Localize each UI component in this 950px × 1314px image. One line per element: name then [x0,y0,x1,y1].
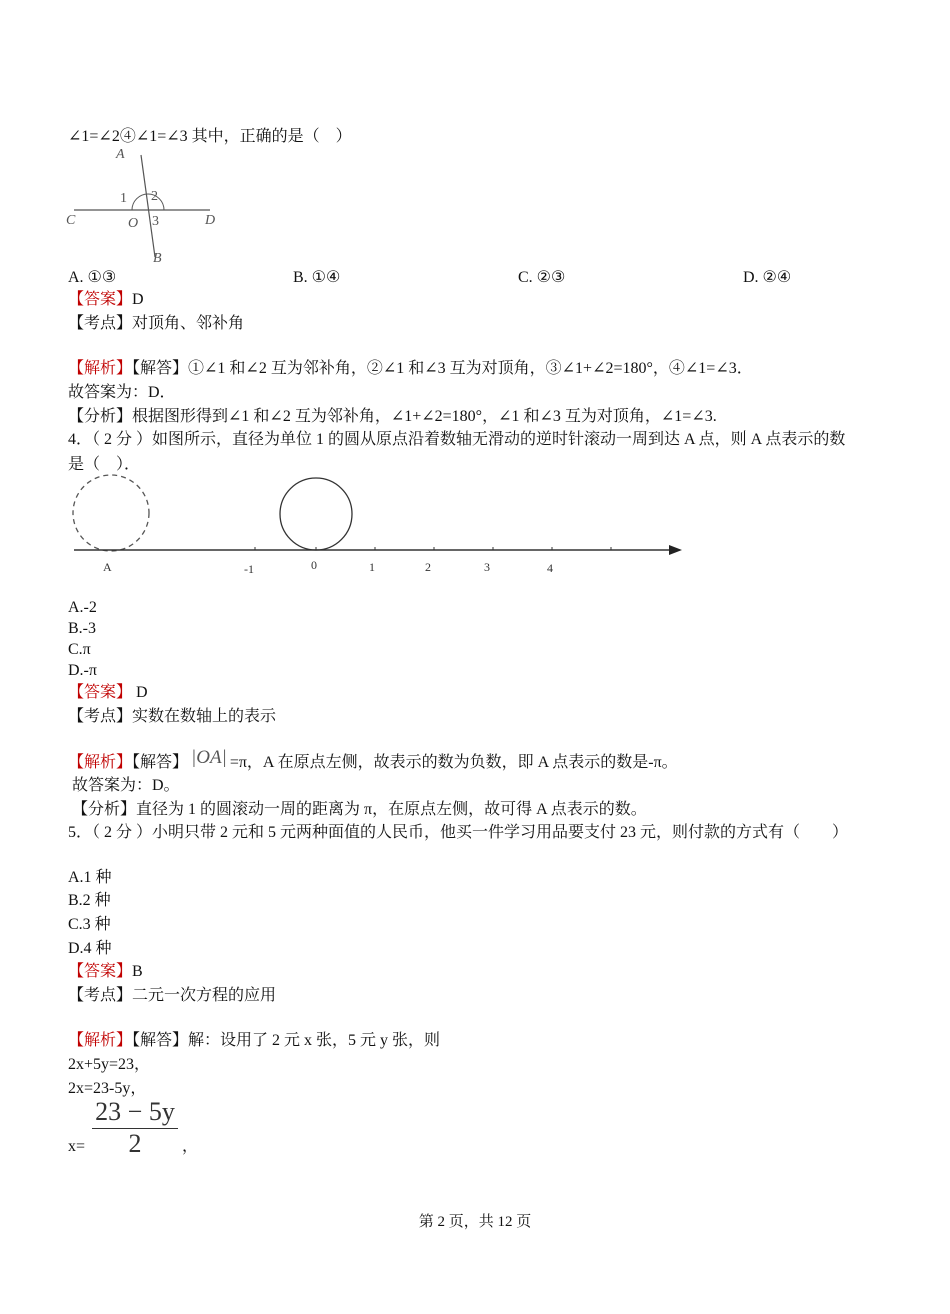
q5-eq3-tail: ， [182,1138,199,1155]
q3-answer: D [132,291,144,308]
kp-tag: 【考点】 [68,708,133,725]
q5-option-a: A.1 种 [68,869,112,886]
q3-figure [62,145,232,267]
q5-stem: 5．（ 2 分 ）小明只带 2 元和 5 元两种面值的人民币，他买一件学习用品要支付 23 元，则付款的方式有（ ） [68,824,849,841]
axis-arrow [669,545,682,555]
q3-fenxi: 【分析】根据图形得到∠1 和∠2 互为邻补角，∠1+∠2=180°，∠1 和∠3 互为对顶角，∠1=∠3. [68,408,717,425]
axis-label-m1: -1 [244,562,254,576]
q4-option-d: D.-π [68,662,97,679]
axis-label-1: 1 [369,560,375,574]
q3-conclusion: 故答案为：D． [68,384,176,401]
solid-circle [280,478,352,550]
analysis-tag: 【解析】 [68,360,133,377]
q4-option-b: B.-3 [68,620,96,637]
q5-eq3-lhs: x= [68,1138,86,1155]
label-B: B [153,251,162,266]
q3-analysis: 【解答】①∠1 和∠2 互为邻补角，②∠1 和∠3 互为对顶角，③∠1+∠2=180°，④∠1=∠3． [132,360,753,377]
q5-answer: B [132,963,143,980]
answer-tag: 【答案】 [68,291,133,308]
analysis-tag: 【解析】 [68,1032,133,1049]
label-3: 3 [152,214,159,229]
fraction-numerator: 23 − 5y [95,1097,175,1126]
page-footer: 第 2 页，共 12 页 [418,1214,532,1230]
q5-answer-line [68,962,143,982]
q4-fenxi: 【分析】直径为 1 的圆滚动一周的距离为 π，在原点左侧，故可得 A 点表示的数。 [72,801,647,818]
q3-kp-line [68,314,244,334]
oa-abs: |OA| [191,747,227,768]
q3-option-d: D. ②④ [743,269,792,286]
axis-label-2: 2 [425,560,431,574]
q4-kp: 实数在数轴上的表示 [132,708,277,725]
q5-analysis: 【解答】解：设用了 2 元 x 张，5 元 y 张，则 [132,1032,441,1049]
q5-eq1: 2x+5y=23， [68,1056,151,1073]
answer-tag: 【答案】 [68,963,133,980]
fraction-denominator: 2 [128,1129,142,1158]
line-ab [141,155,155,257]
q3-option-a: A. ①③ [68,269,117,286]
q4-analysis-line [68,747,678,773]
q4-analysis-post: =π，A 在原点左侧，故表示的数为负数，即 A 点表示的数是-π。 [229,754,678,771]
q3-stem-tail: ∠1=∠2④∠1=∠3 其中，正确的是（ ） [68,128,352,145]
q4-option-a: A.-2 [68,599,97,616]
q3-answer-line [68,290,144,310]
q4-analysis-pre: 【解答】 [132,754,189,771]
dashed-circle [73,475,149,551]
label-2: 2 [151,189,158,204]
q3-kp: 对顶角、邻补角 [132,315,245,332]
label-1: 1 [120,191,127,206]
q5-option-b: B.2 种 [68,892,111,909]
q3-option-b: B. ①④ [293,269,341,286]
q4-answer-line [68,683,148,703]
label-O: O [128,216,139,231]
label-D: D [205,213,216,228]
q5-kp: 二元一次方程的应用 [132,987,277,1004]
q4-kp-line [68,707,276,727]
q4-stem-line1: 4．（ 2 分 ）如图所示，直径为单位 1 的圆从原点沿着数轴无滑动的逆时针滚动一周到达 A 点，则 A 点表示的数 [68,431,846,448]
label-C: C [66,213,76,228]
q5-analysis-line [68,1031,440,1051]
fraction-23-5y-over-2 [92,1097,178,1158]
label-A: A [116,147,125,162]
q5-kp-line [68,986,276,1006]
q4-number-line-figure [60,470,700,580]
q4-answer: D [136,684,148,701]
kp-tag: 【考点】 [68,315,133,332]
answer-tag: 【答案】 [68,684,133,701]
q3-analysis-line [68,359,753,379]
q5-option-c: C.3 种 [68,916,111,933]
axis-label-0: 0 [311,558,317,572]
q5-eq2: 2x=23-5y， [68,1080,147,1097]
q4-option-c: C.π [68,641,91,658]
axis-label-3: 3 [484,560,490,574]
q4-conclusion: 故答案为：D。 [72,777,180,794]
q5-option-d: D.4 种 [68,940,112,957]
q4-stem-line2: 是（ ）． [68,456,141,473]
axis-label-A: A [103,560,112,574]
q3-option-c: C. ②③ [518,269,566,286]
axis-label-4: 4 [547,561,553,575]
kp-tag: 【考点】 [68,987,133,1004]
analysis-tag: 【解析】 [68,754,133,771]
